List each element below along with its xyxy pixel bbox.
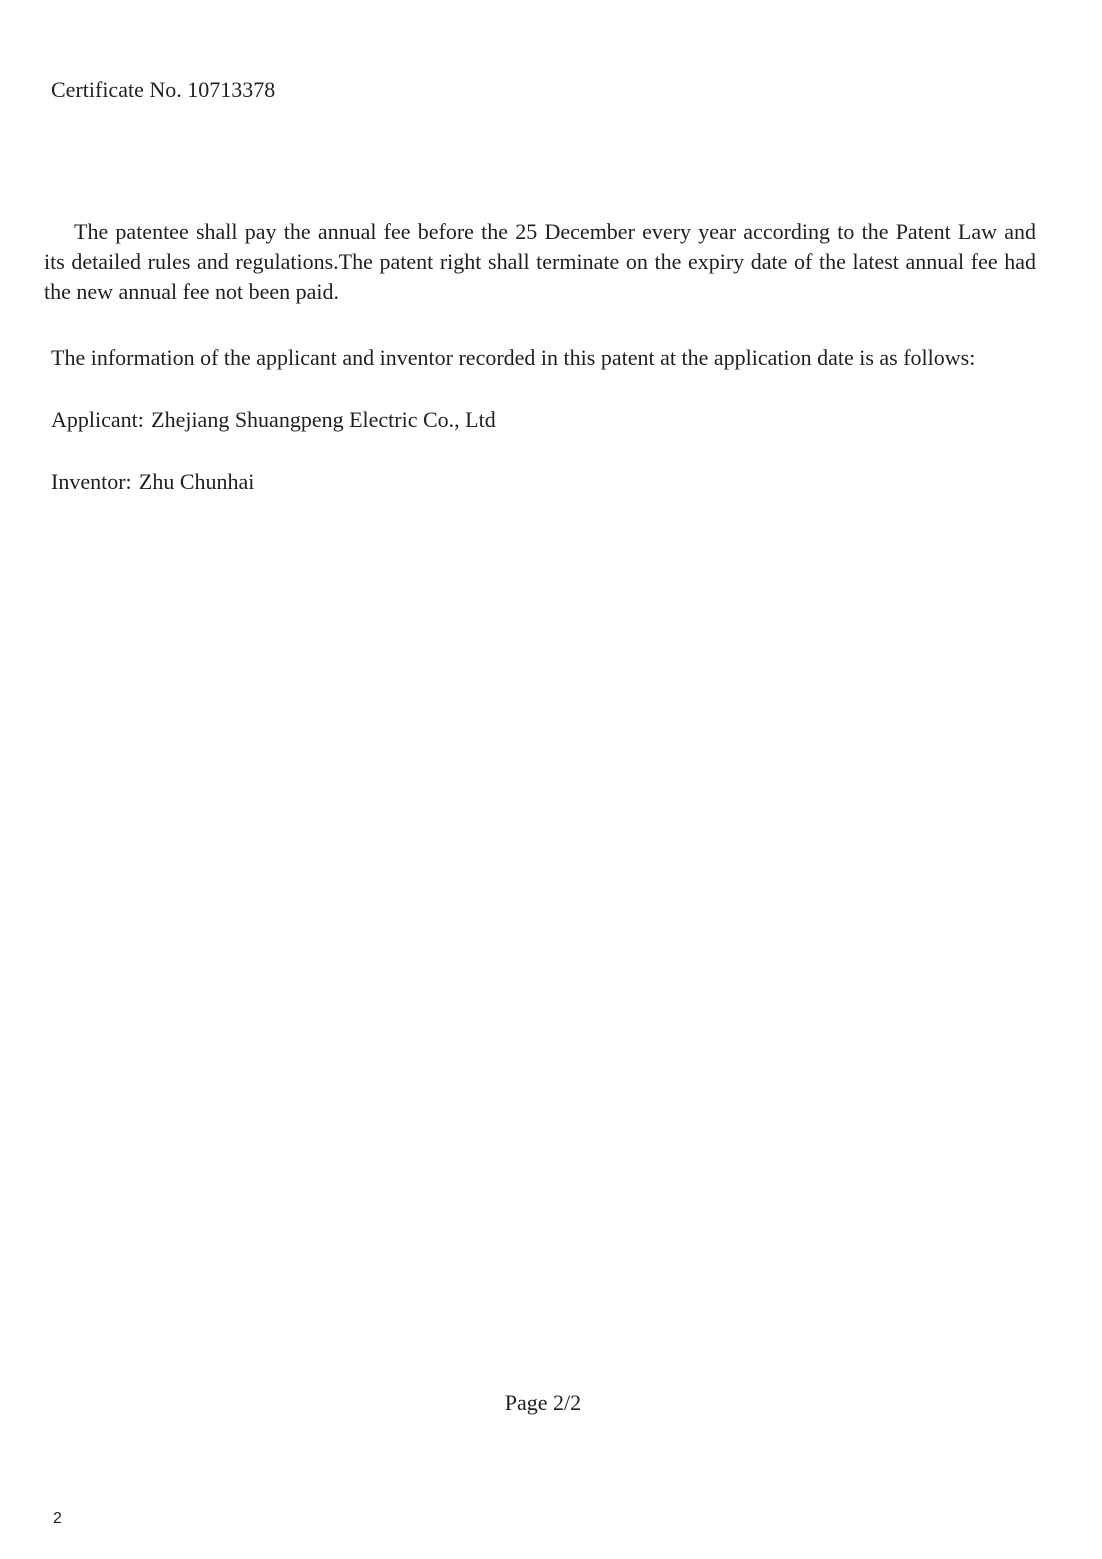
info-statement: The information of the applicant and inventor recorded in this patent at the application date is as follows:: [51, 345, 976, 370]
corner-page-number: 2: [53, 1510, 62, 1527]
certificate-number: Certificate No. 10713378: [51, 77, 276, 102]
page-indicator: Page 2/2: [504, 1390, 582, 1415]
paragraph-line: The patentee shall pay the annual fee before the 25 December every year according to the Patent Law and: [74, 219, 1036, 244]
annual-fee-paragraph: [44, 217, 1036, 307]
applicant-value: Zhejiang Shuangpeng Electric Co., Ltd: [151, 407, 496, 432]
paragraph-line: its detailed rules and regulations.The patent right shall terminate on the expiry date of the latest annual fee had: [44, 249, 1036, 274]
inventor-value: Zhu Chunhai: [138, 469, 255, 494]
inventor-line: [51, 467, 254, 497]
applicant-line: [51, 405, 496, 435]
inventor-label: Inventor:: [51, 469, 132, 494]
paragraph-line: the new annual fee not been paid.: [44, 279, 340, 304]
applicant-label: Applicant:: [51, 407, 144, 432]
